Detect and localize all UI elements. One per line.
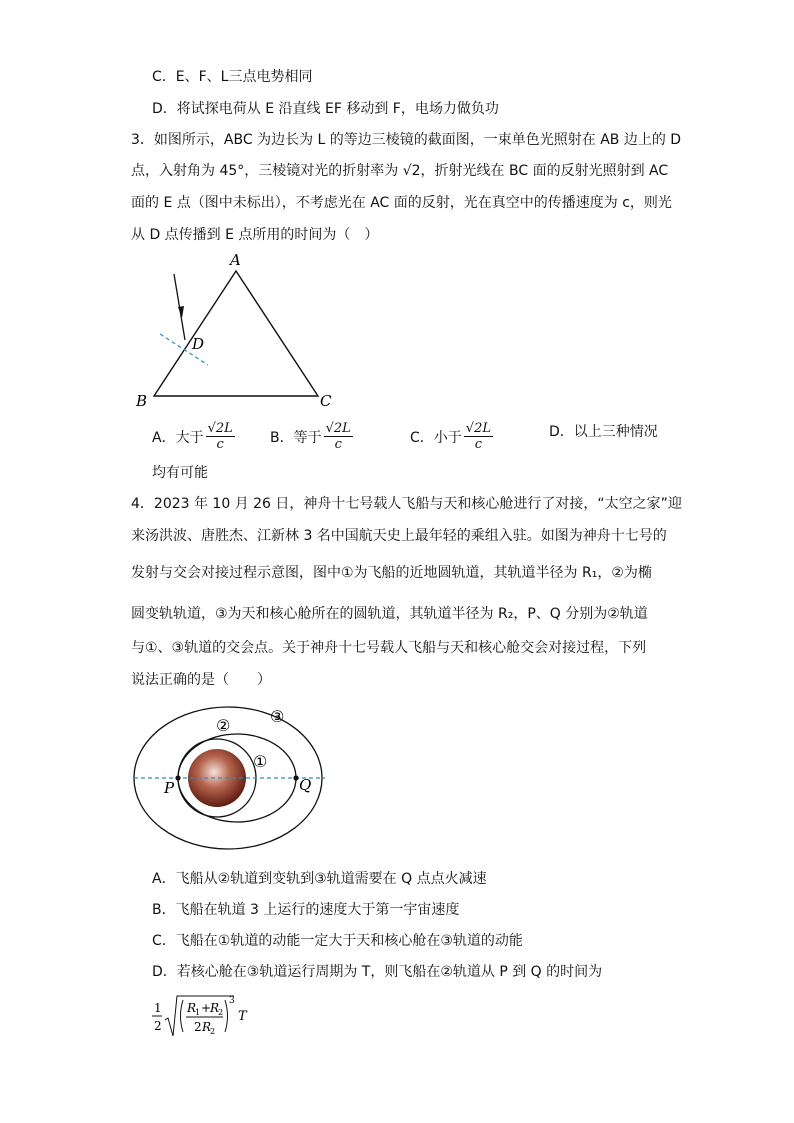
label-orbit-1: ① — [253, 752, 268, 771]
q3-option-b: B．等于 $\frac{√2L}{c}$ — [270, 421, 351, 452]
prism-triangle — [154, 271, 318, 396]
q4-option-a: A．飞船从②轨道到变轨到③轨道需要在 Q 点点火减速 — [152, 871, 487, 887]
fraction: $\frac{√2L}{c}$ — [207, 421, 233, 452]
point-q — [293, 775, 298, 780]
r1: R — [187, 1001, 197, 1015]
q4-stem-line5: 与①、③轨道的交会点。关于神舟十七号载人飞船与天和核心舱交会对接过程，下列 — [131, 640, 647, 656]
fraction: $\frac{√2L}{c}$ — [325, 421, 351, 452]
q4-option-c: C．飞船在①轨道的动能一定大于天和核心舱在③轨道的动能 — [152, 933, 523, 949]
label-p: P — [164, 779, 175, 797]
label-orbit-2: ② — [216, 716, 231, 735]
r1-sub: 1 — [195, 1008, 201, 1017]
q4-stem-line2: 来汤洪波、唐胜杰、江新林 3 名中国航天史上最年轻的乘组入驻。如图为神舟十七号的 — [131, 528, 667, 544]
q4-stem-line1: 4．2023 年 10 月 26 日，神舟十七号载人飞船与天和核心舱进行了对接，“太空之家”迎 — [131, 496, 682, 512]
half-denominator: 2 — [154, 1019, 162, 1033]
q2-option-c: C．E、F、L三点电势相同 — [152, 69, 313, 85]
q4-stem-line4: 圆变轨轨道，③为天和核心舱所在的圆轨道，其轨道半径为 R₂，P、Q 分别为②轨道 — [131, 606, 648, 622]
q3-option-d: D．以上三种情况 — [549, 424, 658, 440]
q4-option-d-formula — [150, 990, 260, 1042]
label-c: C — [320, 392, 332, 410]
den-coef: 2 — [194, 1020, 202, 1034]
q2-option-d: D．将试探电荷从 E 沿直线 EF 移动到 F，电场力做负功 — [152, 101, 499, 117]
den-r: R — [202, 1020, 212, 1034]
label-b: B — [136, 392, 148, 410]
label-q: Q — [299, 776, 312, 794]
q3-stem-line2: 点，入射角为 45°，三棱镜对光的折射率为 √2，折射光线在 BC 面的反射光照射到 AC — [131, 163, 669, 179]
q4-orbit-figure — [130, 700, 330, 855]
label-a: A — [230, 251, 241, 269]
r2: R — [210, 1001, 220, 1015]
den-sub: 2 — [210, 1027, 216, 1036]
label-orbit-3: ③ — [270, 707, 285, 726]
point-p — [175, 775, 180, 780]
fraction: $\frac{√2L}{c}$ — [465, 421, 491, 452]
plus: + — [201, 1001, 212, 1015]
power: 3 — [229, 996, 235, 1006]
left-paren — [181, 1000, 184, 1032]
q4-option-d: D．若核心舱在③轨道运行周期为 T，则飞船在②轨道从 P 到 Q 的时间为 — [152, 964, 603, 980]
r2-sub: 2 — [218, 1008, 224, 1017]
q3-prism-figure — [130, 248, 350, 413]
q3-option-c: C．小于 $\frac{√2L}{c}$ — [410, 421, 491, 452]
q3-option-a: A．大于 $\frac{√2L}{c}$ — [152, 421, 233, 452]
q3-stem-line3: 面的 E 点（图中未标出），不考虑光在 AC 面的反射，光在真空中的传播速度为 c，则光 — [131, 195, 672, 211]
earth — [188, 749, 246, 807]
half-numerator: 1 — [154, 1001, 162, 1015]
q4-stem-line6: 说法正确的是（ ） — [131, 672, 271, 688]
q4-stem-line3: 发射与交会对接过程示意图，图中①为飞船的近地圆轨道，其轨道半径为 R₁，②为椭 — [131, 565, 652, 581]
q3-options — [152, 421, 672, 451]
period-t: T — [238, 1009, 247, 1024]
q3-stem-line4: 从 D 点传播到 E 点所用的时间为（ ） — [131, 227, 379, 243]
q3-stem-line1: 3．如图所示，ABC 为边长为 L 的等边三棱镜的截面图，一束单色光照射在 AB 边上的 D — [131, 132, 682, 148]
q4-option-b: B．飞船在轨道 3 上运行的速度大于第一宇宙速度 — [152, 902, 460, 918]
q3-option-d-continued: 均有可能 — [152, 465, 208, 481]
right-paren — [225, 1000, 228, 1032]
label-d: D — [192, 335, 205, 353]
